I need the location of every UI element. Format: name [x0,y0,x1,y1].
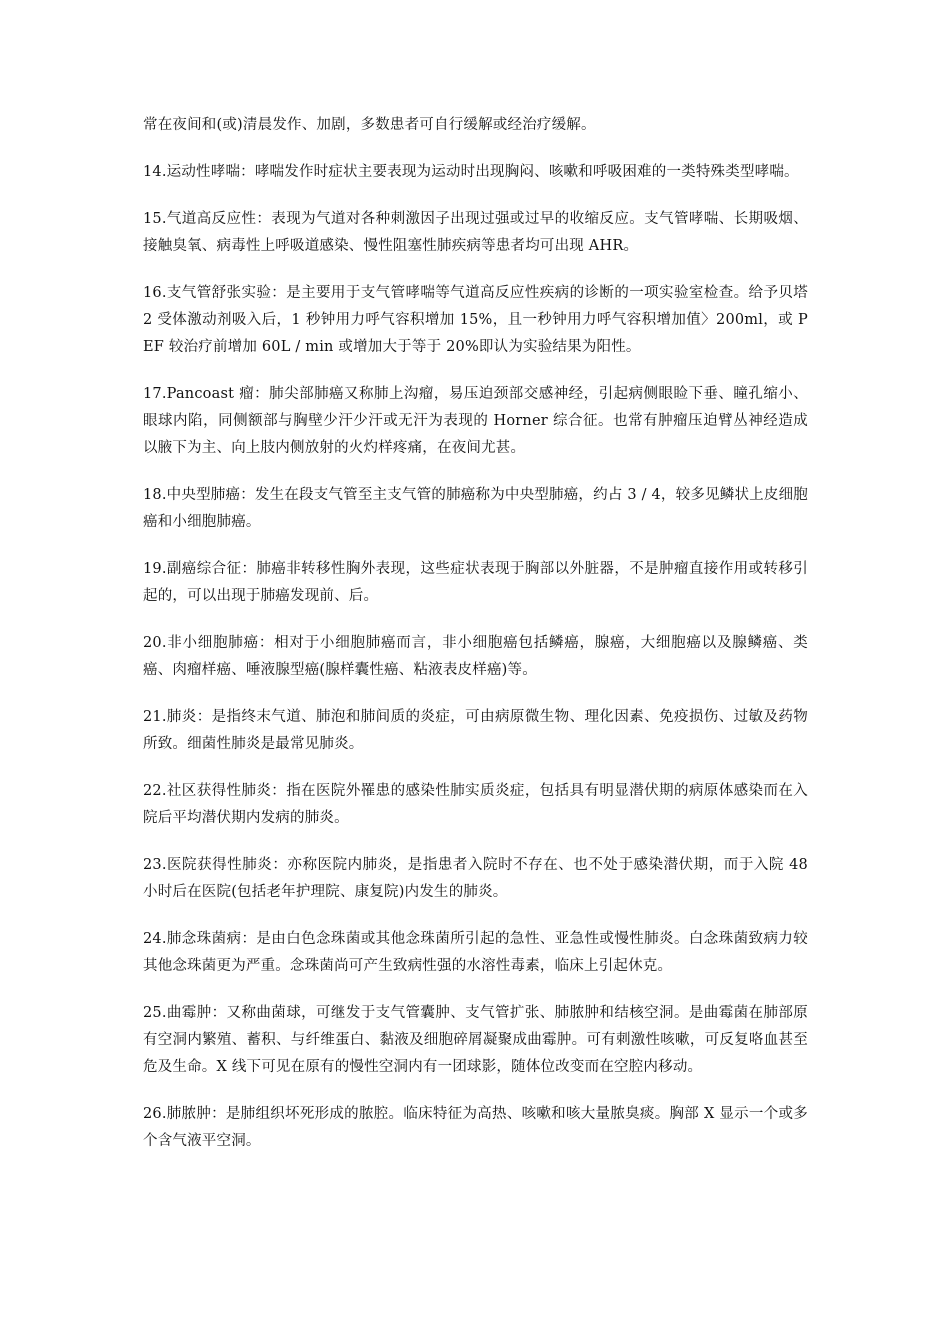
paragraph-14-exercise-asthma: 14.运动性哮喘：哮喘发作时症状主要表现为运动时出现胸闷、咳嗽和呼吸困难的一类特殊类型哮喘。 [143,164,799,180]
paragraph-17-pancoast-tumor: 17.Pancoast 瘤：肺尖部肺癌又称肺上沟瘤，易压迫颈部交感神经，引起病侧眼睑下垂、瞳孔缩小、眼球内陷，同侧额部与胸壁少汗少汗或无汗为表现的 Horner 综合征。也常有肿瘤压迫臂丛神经造成以腋下为主、向上肢内侧放射的火灼样疼痛，在夜间尤甚。 [143,386,808,456]
paragraph-22-community-acquired-pneumonia: 22.社区获得性肺炎：指在医院外罹患的感染性肺实质炎症，包括具有明显潜伏期的病原体感染而在入院后平均潜伏期内发病的肺炎。 [143,783,808,826]
paragraph-15-airway-hyperresponsiveness: 15.气道高反应性：表现为气道对各种刺激因子出现过强或过早的收缩反应。支气管哮喘、长期吸烟、接触臭氧、病毒性上呼吸道感染、慢性阻塞性肺疾病等患者均可出现 AHR。 [143,211,808,254]
paragraph-23-hospital-acquired-pneumonia: 23.医院获得性肺炎：亦称医院内肺炎，是指患者入院时不存在、也不处于感染潜伏期，而于入院 48 小时后在医院(包括老年护理院、康复院)内发生的肺炎。 [143,857,808,900]
paragraph-20-nsclc: 20.非小细胞肺癌：相对于小细胞肺癌而言，非小细胞癌包括鳞癌，腺癌，大细胞癌以及腺鳞癌、类癌、肉瘤样癌、唾液腺型癌(腺样囊性癌、粘液表皮样癌)等。 [143,635,808,678]
paragraph-26-lung-abscess: 26.肺脓肿：是肺组织坏死形成的脓腔。临床特征为高热、咳嗽和咳大量脓臭痰。胸部 X 显示一个或多个含气液平空洞。 [143,1106,808,1149]
paragraph-25-aspergilloma: 25.曲霉肿：又称曲菌球，可继发于支气管囊肿、支气管扩张、肺脓肿和结核空洞。是曲霉菌在肺部原有空洞内繁殖、蓄积、与纤维蛋白、黏液及细胞碎屑凝聚成曲霉肿。可有刺激性咳嗽，可反复咯血甚至危及生命。X 线下可见在原有的慢性空洞内有一团球影，随体位改变而在空腔内移动。 [143,1005,808,1075]
document-body [143,112,808,1175]
paragraph-19-paraneoplastic-syndrome: 19.副癌综合征：肺癌非转移性胸外表现，这些症状表现于胸部以外脏器，不是肿瘤直接作用或转移引起的，可以出现于肺癌发现前、后。 [143,561,808,604]
paragraph-16-bronchodilation-test: 16.支气管舒张实验：是主要用于支气管哮喘等气道高反应性疾病的诊断的一项实验室检查。给予贝塔 2 受体激动剂吸入后，1 秒钟用力呼气容积增加 15%，且一秒钟用力呼气容积增加值〉200ml，或 PEF 较治疗前增加 60L / min 或增加大于等于 20%即认为实验结果为阳性。 [143,285,808,355]
paragraph-24-pulmonary-candidiasis: 24.肺念珠菌病：是由白色念珠菌或其他念珠菌所引起的急性、亚急性或慢性肺炎。白念珠菌致病力较其他念珠菌更为严重。念珠菌尚可产生致病性强的水溶性毒素，临床上引起休克。 [143,931,808,974]
paragraph-continuation: 常在夜间和(或)清晨发作、加剧，多数患者可自行缓解或经治疗缓解。 [143,117,596,133]
paragraph-21-pneumonia: 21.肺炎：是指终末气道、肺泡和肺间质的炎症，可由病原微生物、理化因素、免疫损伤、过敏及药物所致。细菌性肺炎是最常见肺炎。 [143,709,808,752]
paragraph-18-central-lung-cancer: 18.中央型肺癌：发生在段支气管至主支气管的肺癌称为中央型肺癌，约占 3 / 4，较多见鳞状上皮细胞癌和小细胞肺癌。 [143,487,808,530]
